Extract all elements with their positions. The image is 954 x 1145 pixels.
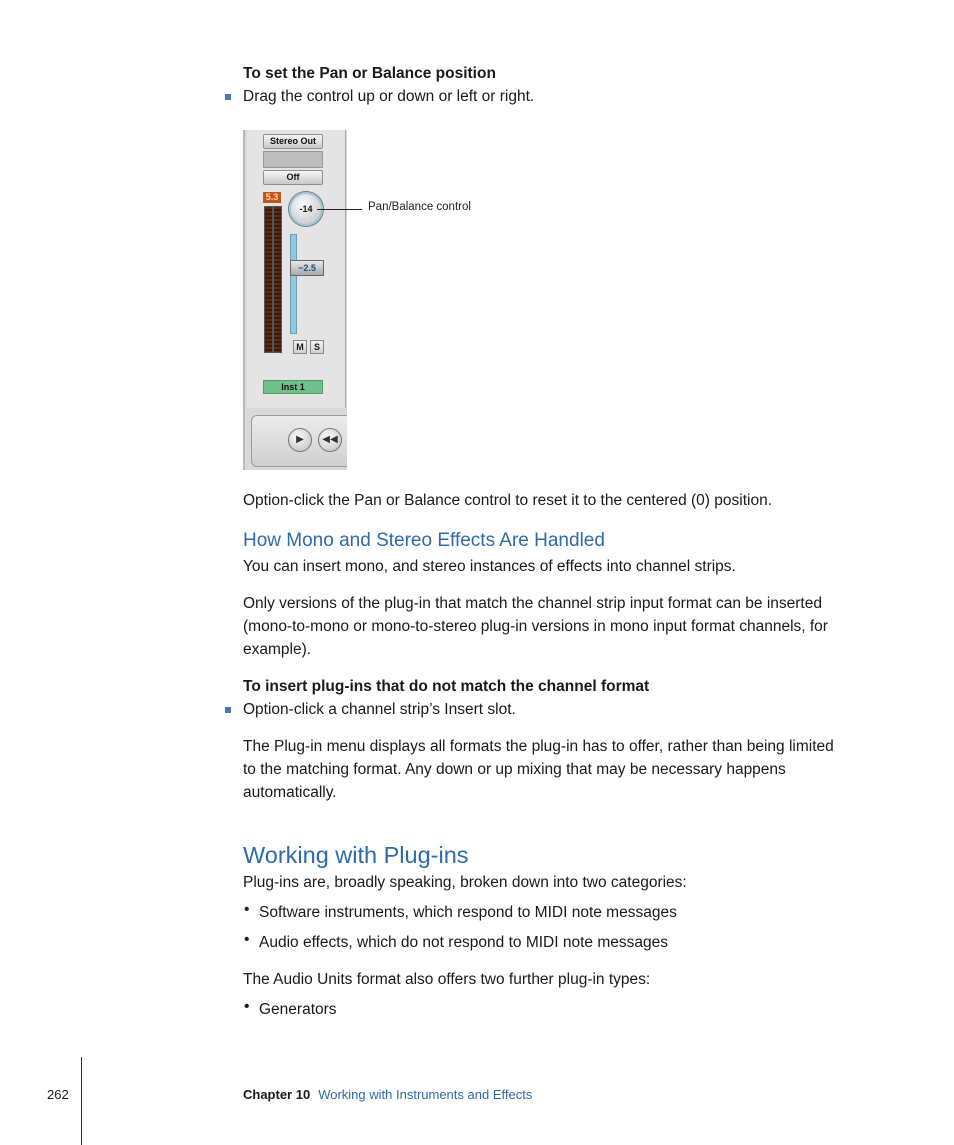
bullet-option-click: Option-click a channel strip’s Insert slot. — [243, 701, 516, 718]
paragraph-line: (mono-to-mono or mono-to-stereo plug-in versions in mono input format channels, for — [243, 618, 828, 635]
paragraph-line: Only versions of the plug-in that match the channel strip input format can be inserted — [243, 595, 822, 612]
play-icon: ▶ — [288, 428, 312, 452]
chapter-label: Chapter 10 — [243, 1087, 311, 1102]
section-heading-plugins: Working with Plug-ins — [243, 842, 469, 868]
solo-button: S — [310, 340, 324, 354]
paragraph-line: automatically. — [243, 784, 337, 801]
peak-display: 5.3 — [263, 192, 281, 203]
section-heading-mono-stereo: How Mono and Stereo Effects Are Handled — [243, 530, 605, 551]
level-meter-right — [273, 206, 282, 353]
list-item: Generators — [259, 1001, 337, 1018]
automation-off-button: Off — [263, 170, 323, 185]
chapter-title: Working with Instruments and Effects — [318, 1087, 533, 1102]
paragraph-au: The Audio Units format also offers two further plug-in types: — [243, 971, 651, 988]
channel-strip-body — [247, 130, 346, 408]
bullet-dot-icon: • — [244, 998, 250, 1015]
paragraph-line: The Plug-in menu displays all formats the plug-in has to offer, rather than being limited — [243, 738, 834, 755]
paragraph-mono-stereo: You can insert mono, and stereo instances of effects into channel strips. — [243, 558, 736, 575]
option-click-text: Option-click the Pan or Balance control to reset it to the centered (0) position. — [243, 492, 772, 509]
level-meter-left — [264, 206, 273, 353]
paragraph-intro: Plug-ins are, broadly speaking, broken down into two categories: — [243, 874, 687, 891]
pan-knob-icon: -14 — [289, 192, 323, 226]
task-heading-pan: To set the Pan or Balance position — [243, 65, 496, 82]
transport-bar — [251, 415, 347, 467]
paragraph-line: example). — [243, 641, 312, 658]
list-item: Audio effects, which do not respond to MIDI note messages — [259, 934, 668, 951]
footer-rule — [81, 1057, 82, 1145]
volume-fader-track — [290, 234, 297, 334]
track-name-label: Inst 1 — [263, 380, 323, 394]
bullet-drag-text: Drag the control up or down or left or right. — [243, 88, 535, 105]
rewind-icon: ◀◀ — [318, 428, 342, 452]
bullet-square-icon — [225, 94, 231, 100]
bullet-dot-icon: • — [244, 901, 250, 918]
bullet-dot-icon: • — [244, 931, 250, 948]
volume-fader-cap: −2.5 — [290, 260, 324, 276]
page-number: 262 — [47, 1087, 69, 1102]
bullet-square-icon — [225, 707, 231, 713]
task-heading-insert: To insert plug-ins that do not match the channel format — [243, 678, 650, 695]
output-slot: Stereo Out — [263, 134, 323, 149]
callout-line — [317, 209, 362, 210]
footer-chapter — [243, 1087, 532, 1102]
channel-strip-figure — [243, 130, 347, 470]
mute-button: M — [293, 340, 307, 354]
paragraph-line: to the matching format. Any down or up mixing that may be necessary happens — [243, 761, 786, 778]
callout-pan-balance: Pan/Balance control — [368, 201, 471, 213]
list-item: Software instruments, which respond to MIDI note messages — [259, 904, 677, 921]
empty-slot — [263, 151, 323, 168]
